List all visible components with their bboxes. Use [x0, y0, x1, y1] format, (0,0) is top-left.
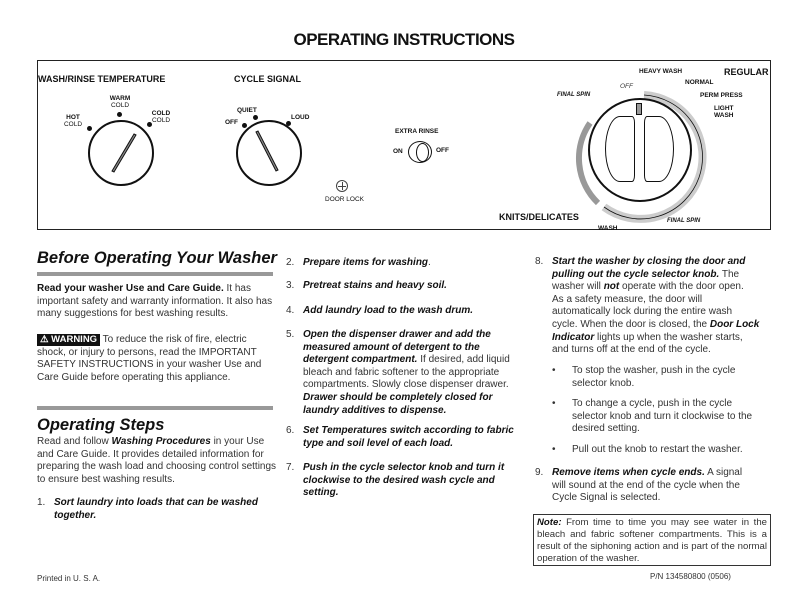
wash-label: WASH: [598, 225, 618, 232]
door-lock-indicator-icon: [336, 180, 348, 192]
step-3: 3. Pretreat stains and heavy soil.: [286, 280, 447, 291]
part-number: P/N 134580800 (0506): [650, 572, 731, 581]
extra-rinse-label: EXTRA RINSE: [395, 128, 439, 135]
cycle-off-bottom-label: OFF: [628, 215, 641, 222]
extra-rinse-switch[interactable]: [408, 141, 432, 163]
section-divider: [37, 272, 273, 276]
step-6: 6. Set Temperatures switch according to fabric type and soil level of each load.: [286, 425, 514, 449]
temp-warm-label: WARM COLD: [109, 95, 131, 109]
warning-paragraph: ⚠ WARNING To reduce the risk of fire, electric shock, or injury to persons, read the IMPORTANT SAFETY INSTRUCTIONS in your washer Use and Care Guide before operating this appliance.: [37, 334, 262, 383]
wash-rinse-label: WASH/RINSE TEMPERATURE: [38, 74, 166, 84]
before-operating-heading: Before Operating Your Washer: [37, 249, 277, 267]
note-box: Note: From time to time you may see water in the bleach and fabric softener compartments. This is a result of the siphoning action and is part of the normal operation of the washer.: [533, 514, 771, 566]
cycle-signal-label: CYCLE SIGNAL: [234, 74, 302, 84]
bullet-change: • To change a cycle, push in the cycle selector knob and turn it clockwise to the desired setting.: [552, 398, 753, 435]
intro-paragraph: Read your washer Use and Care Guide. It has important safety and warranty information. It also has many suggestions for best washing results.: [37, 283, 273, 320]
temp-warm-dot: [117, 112, 122, 117]
step-4: 4. Add laundry load to the wash drum.: [286, 305, 474, 316]
warning-badge: ⚠ WARNING: [37, 334, 100, 346]
bullet-stop: • To stop the washer, push in the cycle selector knob.: [552, 365, 736, 389]
step-9: 9. Remove items when cycle ends. A signal will sound at the end of the cycle when the Cycle Signal is selected.: [535, 467, 743, 504]
regular-label: REGULAR: [724, 67, 769, 77]
step-2: 2. Prepare items for washing.: [286, 257, 431, 268]
temp-cold-label: COLD COLD: [151, 110, 171, 124]
normal-label: NORMAL: [685, 79, 714, 86]
door-lock-label: DOOR LOCK: [325, 196, 365, 203]
signal-quiet-label: QUIET: [237, 107, 257, 114]
steps-intro-paragraph: Read and follow Washing Procedures in your Use and Care Guide. It provides detailed information for preparing the wash load and choosing control settings to ensure best washing results.: [37, 436, 277, 485]
cycle-knob-pointer: [636, 103, 642, 115]
step-8: 8. Start the washer by closing the door and pulling out the cycle selector knob. The washer will not operate with the door open. As a safety measure, the door will automatically lock during the entire wash cycle. When the door is closed, the Door Lock Indicator lights up when the washer starts, and turns off at the end of the cycle.: [535, 256, 760, 356]
knits-delicates-label: KNITS/DELICATES: [499, 212, 579, 222]
temp-hot-label: HOT COLD: [63, 114, 83, 128]
final-spin-bottom-label: FINAL SPIN: [667, 218, 701, 224]
bullet-restart: • Pull out the knob to restart the washer.: [552, 444, 743, 455]
perm-press-label: PERM PRESS: [700, 92, 743, 99]
step-7: 7. Push in the cycle selector knob and turn it clockwise to the desired wash cycle and setting.: [286, 462, 505, 499]
section-divider: [37, 406, 273, 410]
cycle-selector-knob[interactable]: [588, 98, 692, 202]
cycle-off-top-label: OFF: [620, 83, 633, 90]
knob-grip-left: [605, 116, 635, 182]
heavy-wash-label: HEAVY WASH: [639, 68, 683, 75]
cycle-signal-knob[interactable]: [236, 120, 302, 186]
temperature-knob[interactable]: [88, 120, 154, 186]
signal-off-label: OFF: [225, 119, 238, 126]
printed-in-label: Printed in U. S. A.: [37, 574, 101, 583]
knob-grip-right: [644, 116, 674, 182]
extra-rinse-on-label: ON: [393, 148, 403, 155]
operating-steps-heading: Operating Steps: [37, 416, 165, 434]
page-title: OPERATING INSTRUCTIONS: [293, 30, 515, 49]
signal-quiet-dot: [253, 115, 258, 120]
step-5: 5. Open the dispenser drawer and add the measured amount of detergent to the detergent compartment. If desired, add liquid bleach and fabric softener to the appropriate compartments. Slowly close dispenser drawer. Drawer should be completely closed for laundry additives to dispense.: [286, 329, 510, 416]
signal-loud-label: LOUD: [291, 114, 310, 121]
final-spin-top-label: FINAL SPIN: [557, 92, 591, 98]
extra-rinse-off-label: OFF: [436, 147, 449, 154]
light-wash-label: LIGHT WASH: [714, 105, 734, 119]
